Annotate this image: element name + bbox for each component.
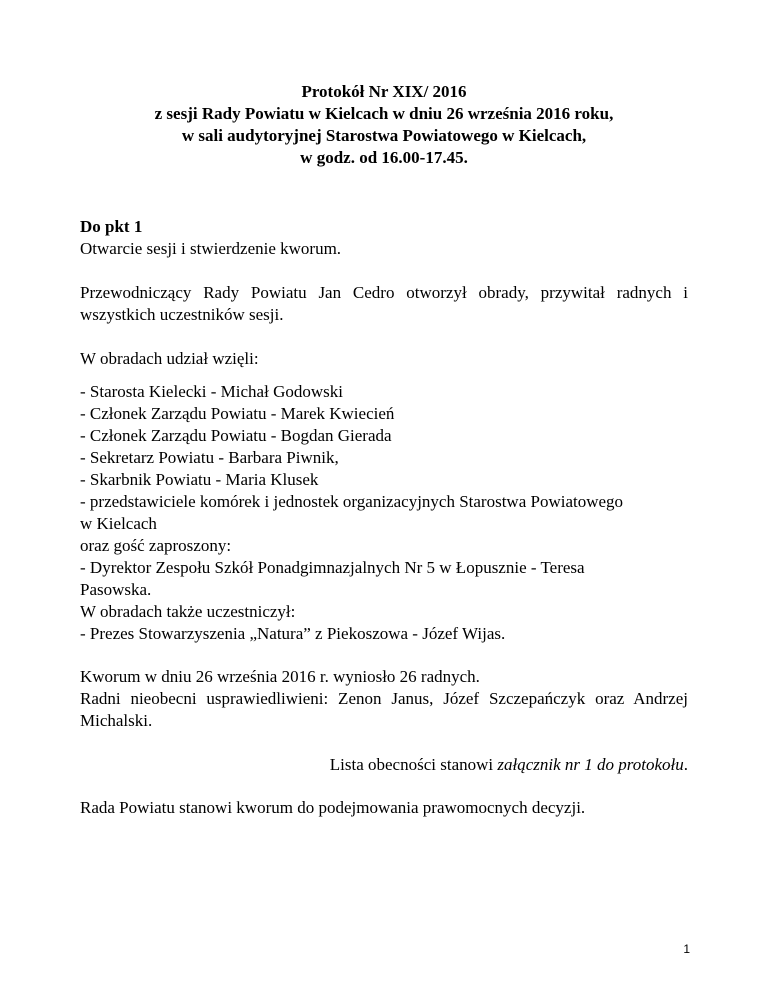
page-number: 1 <box>683 942 690 956</box>
attendance-note <box>80 754 688 776</box>
list-item: - Członek Zarządu Powiatu - Marek Kwiecień <box>80 404 395 423</box>
list-item: - Sekretarz Powiatu - Barbara Piwnik, <box>80 448 339 467</box>
session-line: z sesji Rady Powiatu w Kielcach w dniu 26 września 2016 roku, <box>154 104 614 123</box>
quorum-line: Kworum w dniu 26 września 2016 r. wyniosło 26 radnych. <box>80 667 480 686</box>
attendance-prefix: Lista obecności stanowi <box>329 755 498 774</box>
absent-councillors: Radni nieobecni usprawiedliwieni: Zenon Janus, Józef Szczepańczyk oraz Andrzej Michalski. <box>80 689 688 730</box>
section-heading: Do pkt 1 <box>80 217 143 236</box>
guest-line: Pasowska. <box>80 580 152 599</box>
list-item: - Starosta Kielecki - Michał Godowski <box>80 382 343 401</box>
attendance-suffix: . <box>683 755 688 774</box>
guest-intro: oraz gość zaproszony: <box>80 536 232 555</box>
quorum-block <box>80 666 688 732</box>
list-item: w Kielcach <box>80 514 157 533</box>
also-attended-block <box>80 601 688 645</box>
attachment-reference: załącznik nr 1 do protokołu <box>497 755 684 774</box>
time-line: w godz. od 16.00-17.45. <box>300 148 468 167</box>
protocol-header <box>80 81 688 169</box>
list-item: - Skarbnik Powiatu - Maria Klusek <box>80 470 319 489</box>
also-line: - Prezes Stowarzyszenia „Natura” z Piekoszowa - Józef Wijas. <box>80 624 506 643</box>
list-item: - przedstawiciele komórek i jednostek organizacyjnych Starostwa Powiatowego <box>80 492 624 511</box>
venue-line: w sali audytoryjnej Starostwa Powiatowego w Kielcach, <box>181 126 587 145</box>
opening-paragraph: Przewodniczący Rady Powiatu Jan Cedro otworzył obrady, przywitał radnych i wszystkich uczestników sesji. <box>80 283 688 324</box>
section-subtitle: Otwarcie sesji i stwierdzenie kworum. <box>80 239 342 258</box>
guest-line: - Dyrektor Zespołu Szkół Ponadgimnazjalnych Nr 5 w Łopusznie - Teresa <box>80 558 585 577</box>
guest-block <box>80 535 688 601</box>
conclusion-line: Rada Powiatu stanowi kworum do podejmowania prawomocnych decyzji. <box>80 798 586 817</box>
also-intro: W obradach także uczestniczył: <box>80 602 296 621</box>
participants-intro: W obradach udział wzięli: <box>80 349 259 368</box>
participants-list <box>80 381 688 535</box>
list-item: - Członek Zarządu Powiatu - Bogdan Gierada <box>80 426 392 445</box>
protocol-title: Protokół Nr XIX/ 2016 <box>301 82 467 101</box>
section-block <box>80 216 688 260</box>
